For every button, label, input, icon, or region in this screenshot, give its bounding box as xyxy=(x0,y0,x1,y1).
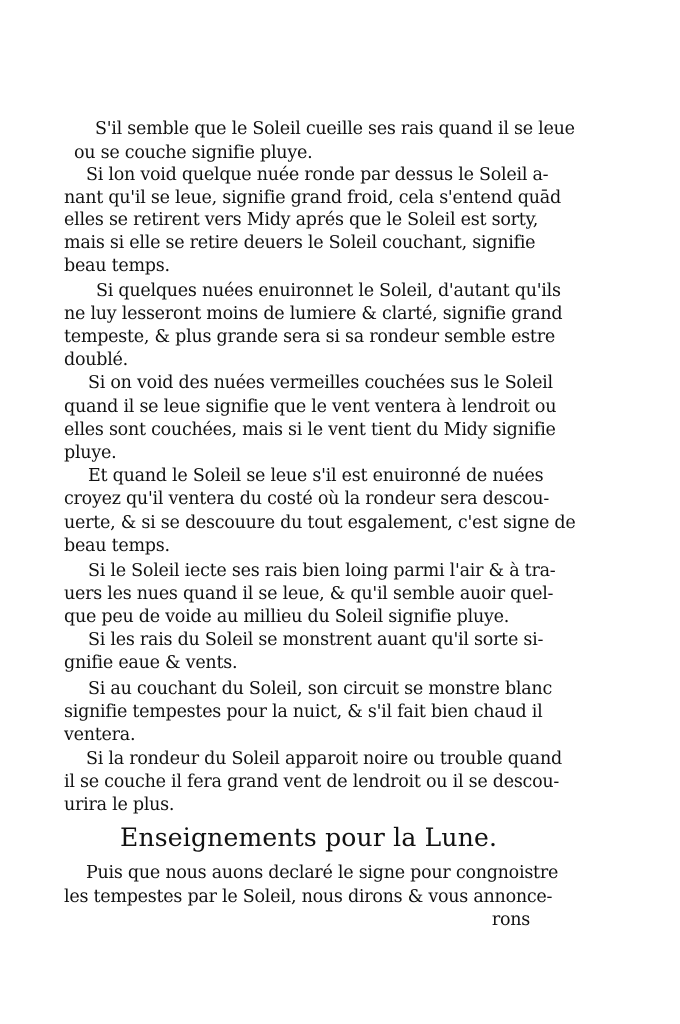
text-line: doublé. xyxy=(64,350,128,370)
text-line: ventera. xyxy=(64,725,136,745)
text-line: nant qu'il se leue, signifie grand froid, cela s'entend quād xyxy=(64,188,561,208)
text-line: Si les rais du Soleil se monstrent auant qu'il sorte si- xyxy=(88,630,544,650)
text-line: uers les nues quand il se leue, & qu'il semble auoir quel- xyxy=(64,584,554,604)
text-line: S'il semble que le Soleil cueille ses rais quand il se leue xyxy=(95,119,575,139)
text-line: elles sont couchées, mais si le vent tient du Midy signifie xyxy=(64,420,556,440)
text-line: mais si elle se retire deuers le Soleil couchant, signifie xyxy=(64,233,536,253)
text-line: beau temps. xyxy=(64,256,170,276)
text-line: ne luy lesseront moins de lumiere & clarté, signifie grand xyxy=(64,304,563,324)
text-line: uerte, & si se descouure du tout esgalement, c'est signe de xyxy=(64,513,576,533)
text-line: que peu de voide au millieu du Soleil signifie pluye. xyxy=(64,607,510,627)
text-line: les tempestes par le Soleil, nous dirons & vous annonce- xyxy=(64,887,553,907)
text-line: Si la rondeur du Soleil apparoit noire ou trouble quand xyxy=(86,749,562,769)
section-heading: Enseignements pour la Lune. xyxy=(120,823,498,852)
text-line: Et quand le Soleil se leue s'il est enuironné de nuées xyxy=(88,466,544,486)
text-line: Si le Soleil iecte ses rais bien loing parmi l'air & à tra- xyxy=(88,561,556,581)
text-line: urira le plus. xyxy=(64,795,175,815)
text-line: pluye. xyxy=(64,443,117,463)
text-line: Si on void des nuées vermeilles couchées sus le Soleil xyxy=(88,373,553,393)
text-line: il se couche il fera grand vent de lendroit ou il se descou- xyxy=(64,772,560,792)
text-line: Si quelques nuées enuironnet le Soleil, d'autant qu'ils xyxy=(96,281,561,301)
text-line: tempeste, & plus grande sera si sa rondeur semble estre xyxy=(64,327,555,347)
text-line: elles se retirent vers Midy aprés que le Soleil est sorty, xyxy=(64,210,539,230)
text-line: gnifie eaue & vents. xyxy=(64,653,238,673)
text-line: Puis que nous auons declaré le signe pour congnoistre xyxy=(86,863,559,883)
text-line: Si lon void quelque nuée ronde par dessus le Soleil a- xyxy=(86,165,549,185)
text-line: quand il se leue signifie que le vent ventera à lendroit ou xyxy=(64,397,557,417)
text-line: ou se couche signifie pluye. xyxy=(74,143,313,163)
text-line: Si au couchant du Soleil, son circuit se monstre blanc xyxy=(88,679,553,699)
text-line: beau temps. xyxy=(64,536,170,556)
text-line: croyez qu'il ventera du costé où la rondeur sera descou- xyxy=(64,489,549,509)
text-line: signifie tempestes pour la nuict, & s'il fait bien chaud il xyxy=(64,702,543,722)
text-line: rons xyxy=(491,910,530,930)
